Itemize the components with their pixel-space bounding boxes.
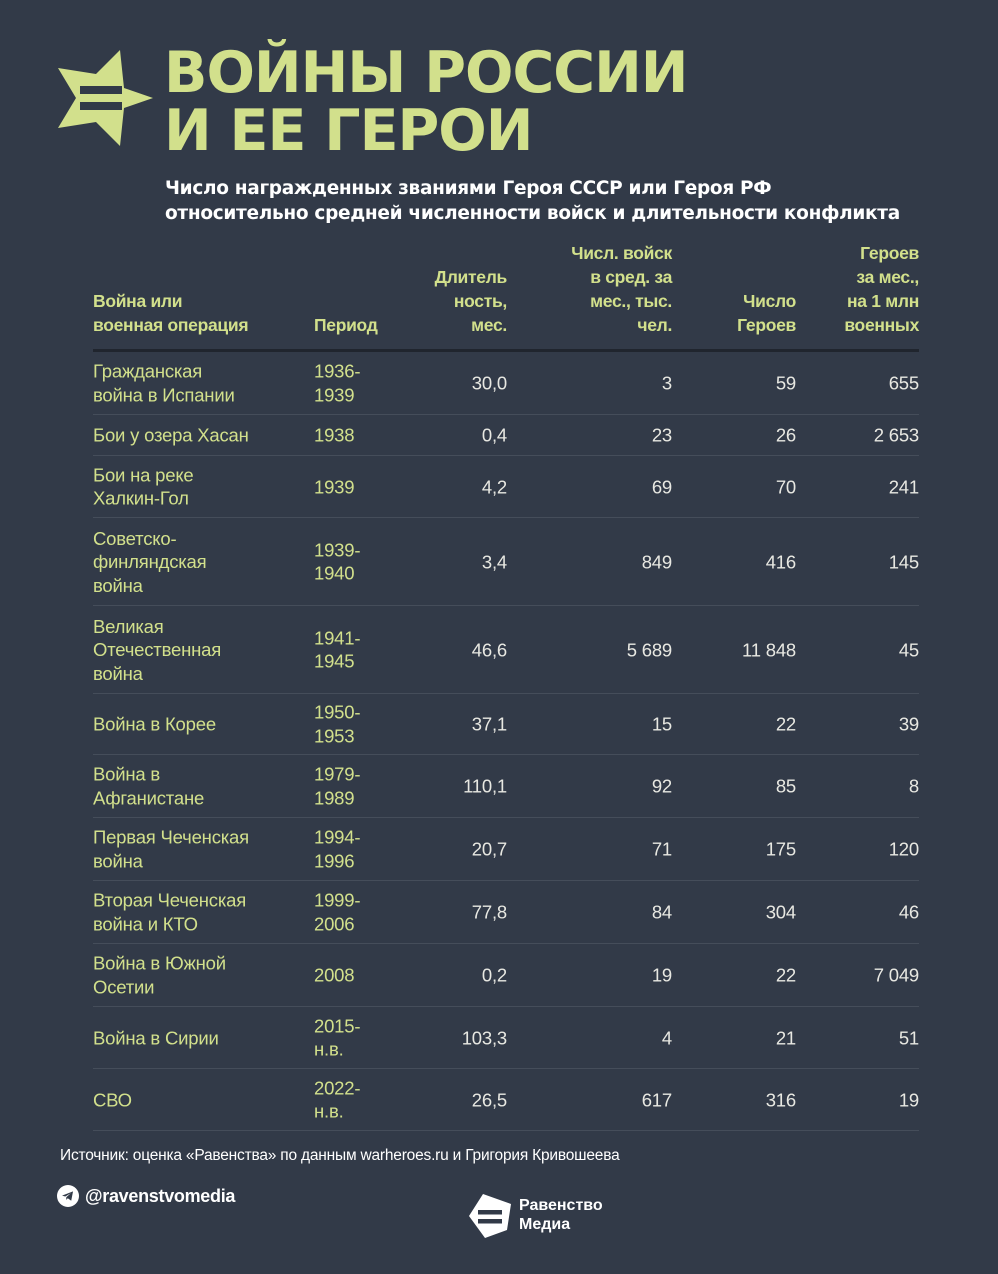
war-period-line: 1999- — [314, 889, 361, 911]
ratio-value: 145 — [888, 550, 919, 572]
column-header-period — [314, 313, 404, 337]
war-name — [93, 1026, 308, 1050]
war-period-line: 1994- — [314, 826, 361, 848]
column-header-ratio — [809, 241, 919, 337]
war-period — [314, 475, 404, 499]
title-line-2: И ЕЕ ГЕРОИ — [164, 98, 533, 164]
ratio-value: 655 — [888, 372, 919, 394]
heroes-value: 26 — [775, 424, 796, 446]
duration-value: 20,7 — [471, 838, 507, 860]
table-row — [93, 694, 919, 755]
war-name-line: Первая Чеченская — [93, 826, 249, 848]
column-header-line: Героев — [737, 315, 796, 335]
war-period-line: н.в. — [314, 1100, 344, 1122]
table-row — [93, 1069, 919, 1131]
column-header-line: ность, — [453, 291, 507, 311]
table-row — [93, 944, 919, 1007]
duration-value: 3,4 — [481, 550, 507, 572]
war-period-line: 1939 — [314, 475, 355, 497]
troops-value: 15 — [651, 713, 672, 735]
table-row — [93, 518, 919, 606]
duration-value: 4,2 — [481, 475, 507, 497]
ratio-value: 2 653 — [873, 424, 919, 446]
war-name-line: Война в — [93, 763, 161, 785]
column-header-line: Период — [314, 315, 378, 335]
war-period-line: 1941- — [314, 627, 361, 648]
war-name-line: Афганистане — [93, 787, 205, 808]
war-name — [93, 889, 308, 936]
table-header — [93, 244, 919, 352]
war-name-line: Война в Сирии — [93, 1026, 219, 1048]
heroes-value: 85 — [775, 775, 796, 797]
war-period-line: 2022- — [314, 1077, 361, 1098]
war-name — [93, 1088, 308, 1112]
war-period-line: 1953 — [314, 725, 355, 746]
heroes-value: 304 — [765, 901, 796, 923]
column-header-line: чел. — [637, 315, 672, 335]
war-name-line: война и КТО — [93, 913, 198, 934]
troops-value: 92 — [651, 775, 672, 797]
ratio-value: 45 — [898, 638, 919, 660]
brand-name-line-2: Медиа — [519, 1216, 571, 1233]
wars-table — [93, 244, 919, 1131]
duration-value: 37,1 — [471, 713, 507, 735]
heroes-value: 22 — [775, 713, 796, 735]
duration-value: 46,6 — [471, 638, 507, 660]
war-name-line: война — [93, 850, 143, 871]
war-period — [314, 701, 404, 748]
war-name — [93, 952, 308, 999]
war-name-line: Вторая Чеченская — [93, 889, 247, 911]
heroes-value: 21 — [775, 1026, 796, 1048]
table-row — [93, 818, 919, 881]
column-header-line: мес. — [471, 315, 507, 335]
brand-logo — [465, 1190, 603, 1240]
war-name-line: СВО — [93, 1088, 132, 1110]
column-header-line: военная операция — [93, 315, 249, 335]
heroes-value: 316 — [765, 1088, 796, 1110]
ratio-value: 39 — [898, 713, 919, 735]
column-header-line: в сред. за — [590, 267, 672, 287]
war-period-line: 2006 — [314, 913, 355, 934]
table-row — [93, 755, 919, 818]
war-name-line: Гражданская — [93, 360, 203, 382]
troops-value: 617 — [641, 1088, 672, 1110]
telegram-icon — [57, 1185, 79, 1207]
table-row — [93, 881, 919, 944]
heroes-value: 70 — [775, 475, 796, 497]
column-header-line: Числ. войск — [571, 243, 672, 263]
column-header-line: мес., тыс. — [590, 291, 672, 311]
war-name-line: Халкин-Гол — [93, 487, 189, 509]
war-period-line: 1996 — [314, 850, 355, 871]
heroes-value: 59 — [775, 372, 796, 394]
subtitle-line-2: относительно средней численности войск и длительности конфликта — [165, 203, 900, 224]
troops-value: 23 — [651, 424, 672, 446]
war-name — [93, 526, 308, 597]
war-period-line: 1979- — [314, 763, 361, 785]
war-name-line: Великая — [93, 615, 164, 637]
brand-name-line-1: Равенство — [519, 1197, 603, 1214]
ravenstvo-logo-icon — [465, 1190, 515, 1240]
ratio-value: 120 — [888, 838, 919, 860]
heroes-value: 175 — [765, 838, 796, 860]
heroes-value: 11 848 — [741, 638, 796, 660]
column-header-line: Героев — [860, 243, 919, 263]
war-period-line: 1940 — [314, 562, 355, 584]
war-name-line: Осетии — [93, 976, 155, 997]
war-period — [314, 626, 404, 673]
war-period-line: 1939 — [314, 384, 355, 405]
war-name-line: война — [93, 574, 143, 596]
war-period — [314, 1076, 404, 1123]
war-period — [314, 826, 404, 873]
war-period — [314, 963, 404, 987]
title-line-1: ВОЙНЫ РОССИИ — [164, 40, 688, 106]
column-header-name — [93, 289, 308, 337]
ratio-value: 8 — [908, 775, 919, 797]
war-period-line: 2015- — [314, 1015, 361, 1036]
ratio-value: 51 — [898, 1026, 919, 1048]
war-name — [93, 712, 308, 736]
war-name — [93, 763, 308, 810]
war-period — [314, 763, 404, 810]
war-name — [93, 423, 308, 447]
war-name — [93, 463, 308, 510]
heroes-value: 22 — [775, 964, 796, 986]
war-name-line: Война в Южной — [93, 952, 226, 974]
table-row — [93, 415, 919, 456]
table-row — [93, 352, 919, 415]
war-name-line: Советско- — [93, 527, 177, 549]
column-header-duration — [397, 265, 507, 337]
war-name-line: Война в Корее — [93, 713, 216, 735]
table-row — [93, 1007, 919, 1069]
column-header-line: Война или — [93, 291, 183, 311]
column-header-troops — [532, 241, 672, 337]
war-name-line: Бои у озера Хасан — [93, 424, 249, 446]
war-period-line: 1936- — [314, 360, 361, 382]
war-period-line: 1938 — [314, 424, 355, 446]
war-period-line: 1950- — [314, 701, 361, 723]
social-handle: @ravenstvomedia — [85, 1185, 236, 1206]
source-note: Источник: оценка «Равенства» по данным warheroes.ru и Григория Кривошеева — [60, 1147, 620, 1164]
war-period — [314, 1014, 404, 1061]
table-body — [93, 352, 919, 1131]
duration-value: 103,3 — [461, 1026, 507, 1048]
troops-value: 5 689 — [626, 638, 672, 660]
ratio-value: 46 — [898, 901, 919, 923]
column-header-line: на 1 млн — [847, 291, 919, 311]
war-name — [93, 826, 308, 873]
duration-value: 110,1 — [463, 775, 507, 797]
war-period-line: 1939- — [314, 539, 361, 560]
heroes-value: 416 — [765, 550, 796, 572]
ratio-value: 241 — [888, 475, 919, 497]
star-equals-icon — [54, 48, 154, 148]
ratio-value: 7 049 — [873, 964, 919, 986]
war-period — [314, 889, 404, 936]
social-link[interactable] — [57, 1185, 235, 1207]
war-name-line: Бои на реке — [93, 464, 194, 485]
war-name — [93, 360, 308, 407]
troops-value: 3 — [661, 372, 672, 394]
column-header-line: военных — [844, 315, 919, 335]
war-period — [314, 538, 404, 585]
war-period — [314, 360, 404, 407]
page-title — [164, 40, 688, 164]
war-name-line: война в Испании — [93, 384, 235, 405]
war-period-line: 2008 — [314, 964, 355, 986]
war-period-line: н.в. — [314, 1038, 344, 1060]
troops-value: 4 — [661, 1026, 672, 1048]
column-header-line: Число — [743, 291, 796, 311]
duration-value: 77,8 — [471, 901, 507, 923]
troops-value: 19 — [651, 964, 672, 986]
duration-value: 0,2 — [481, 964, 507, 986]
duration-value: 30,0 — [471, 372, 507, 394]
duration-value: 26,5 — [471, 1088, 507, 1110]
ratio-value: 19 — [898, 1088, 919, 1110]
table-row — [93, 456, 919, 518]
column-header-line: за мес., — [856, 267, 919, 287]
war-name-line: война — [93, 662, 143, 684]
troops-value: 71 — [651, 838, 672, 860]
column-header-heroes — [686, 289, 796, 337]
war-name-line: Отечественная — [93, 638, 222, 660]
page-subtitle — [165, 176, 900, 226]
duration-value: 0,4 — [481, 424, 507, 446]
subtitle-line-1: Число награжденных званиями Героя СССР или Героя РФ — [165, 178, 772, 199]
troops-value: 84 — [651, 901, 672, 923]
war-period-line: 1945 — [314, 650, 355, 672]
troops-value: 69 — [651, 475, 672, 497]
war-period-line: 1989 — [314, 787, 355, 808]
war-name — [93, 614, 308, 685]
table-row — [93, 606, 919, 694]
war-name-line: финляндская — [93, 550, 207, 572]
column-header-line: Длитель — [434, 267, 507, 287]
war-period — [314, 423, 404, 447]
troops-value: 849 — [641, 550, 672, 572]
